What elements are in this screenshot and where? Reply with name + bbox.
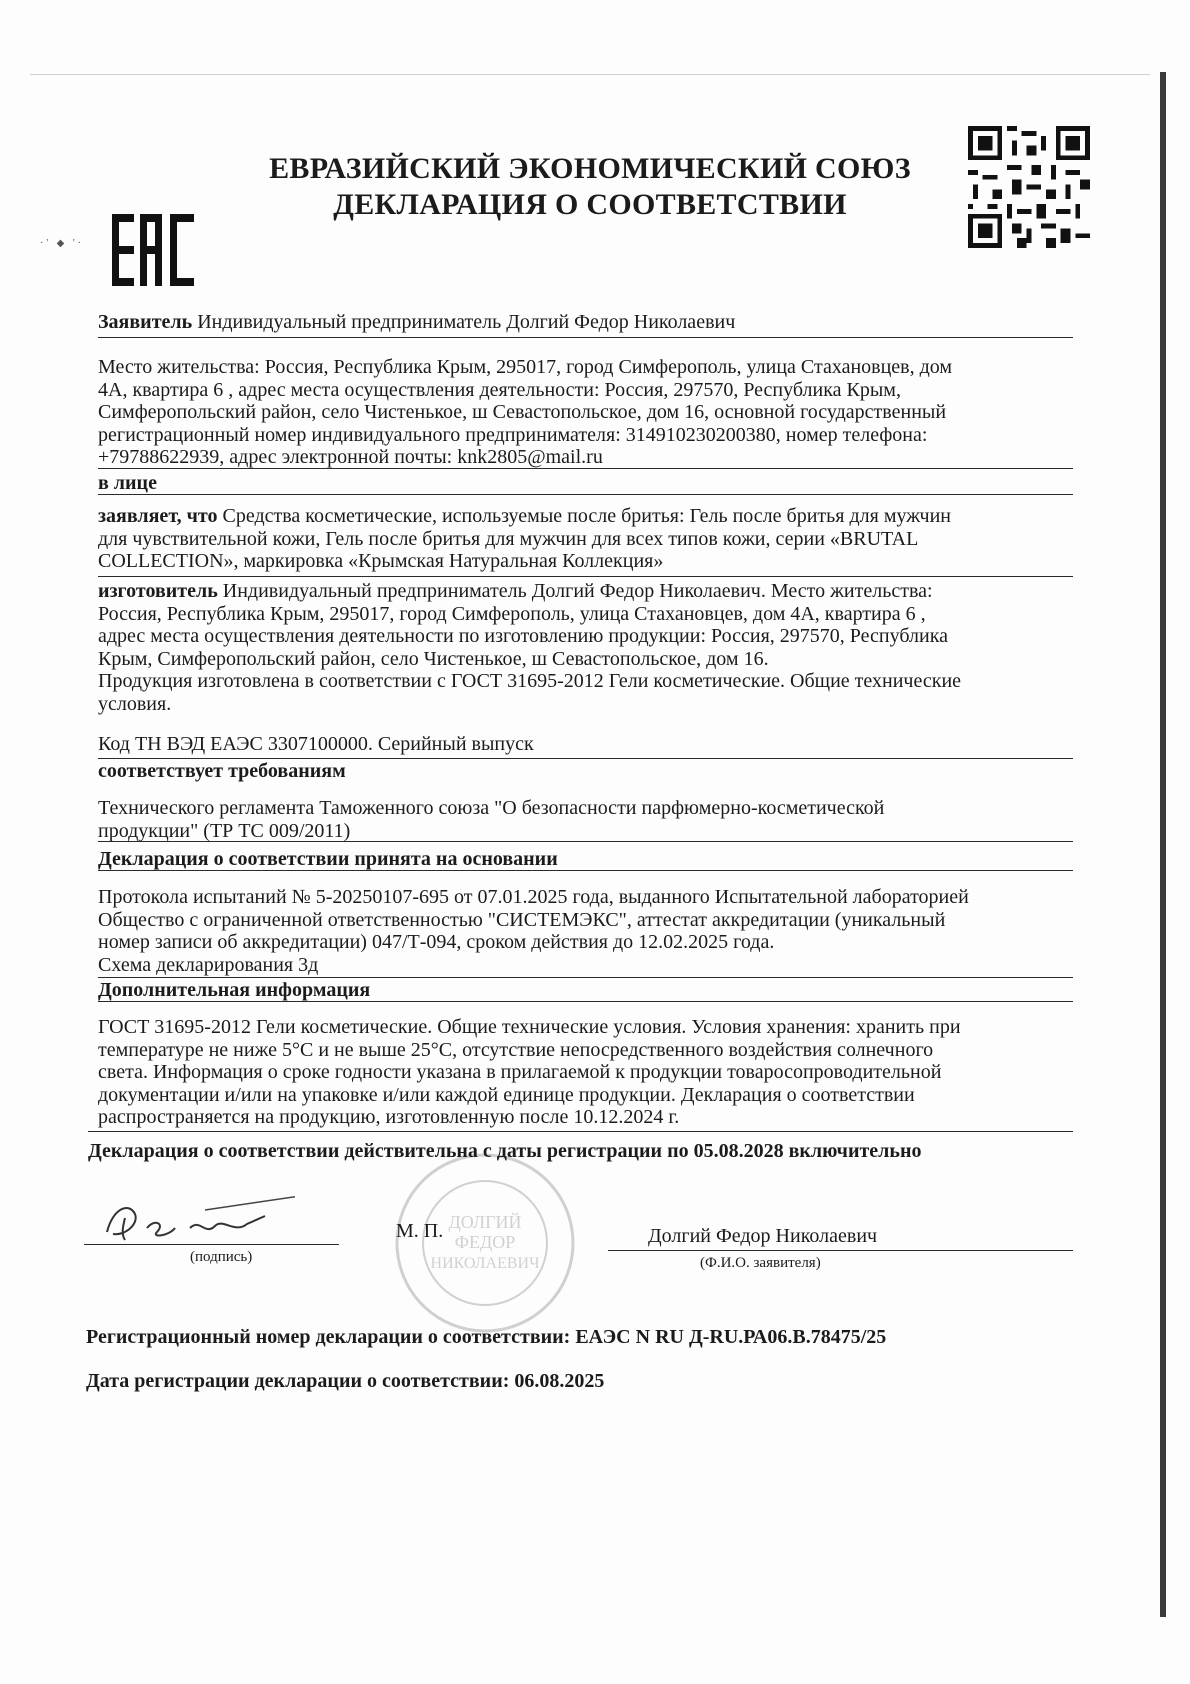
right-scan-edge	[1160, 72, 1166, 1617]
basis-line: Общество с ограниченной ответственностью "СИСТЕМЭКС", аттестат аккредитации (уникальный	[98, 908, 946, 931]
basis-label: Декларация о соответствии принята на основании	[98, 848, 558, 870]
stamp-line: НИКОЛАЕВИЧ	[430, 1255, 540, 1272]
address-line: +79788622939, адрес электронной почты: knk2805@mail.ru	[98, 446, 603, 468]
address-line: 4А, квартира 6 , адрес места осуществления деятельности: Россия, 297570, Республика Крым,	[98, 378, 901, 401]
requirements-label: соответствует требованиям	[98, 760, 346, 782]
rule-declares	[98, 576, 1073, 577]
address-line: Симферопольский район, село Чистенькое, ш Севастопольское, дом 16, основной государственный	[98, 401, 947, 423]
requirements-text	[98, 797, 1078, 842]
declaration-title: ДЕКЛАРАЦИЯ О СООТВЕТСТВИИ	[333, 188, 847, 221]
rule-basis	[98, 977, 1073, 978]
declares-line: COLLECTION», маркировка «Крымская Натуральная Коллекция»	[98, 550, 664, 572]
applicant-label: Заявитель	[98, 311, 193, 333]
manufacturer-label: изготовитель	[98, 580, 218, 602]
requirements-line: Технического регламента Таможенного союза "О безопасности парфюмерно-косметической	[98, 797, 885, 819]
signature-icon	[95, 1188, 295, 1258]
declares-line: для чувствительной кожи, Гель после бритья для мужчин для всех типов кожи, серии «BRUTAL	[98, 527, 919, 550]
in-person-label: в лице	[98, 472, 157, 494]
signature-caption: (подпись)	[190, 1249, 253, 1265]
union-title: ЕВРАЗИЙСКИЙ ЭКОНОМИЧЕСКИЙ СОЮЗ	[269, 152, 911, 185]
declares-label: заявляет, что	[98, 505, 218, 527]
additional-line: температуре не ниже 5°С и не выше 25°С, отсутствие непосредственного воздействия солнечного	[98, 1038, 934, 1061]
manufacturer-line: Индивидуальный предприниматель Долгий Федор Николаевич. Место жительства:	[222, 580, 933, 602]
rule-additional-label	[98, 1001, 1073, 1002]
signer-name: Долгий Федор Николаевич	[648, 1225, 878, 1247]
additional-text	[98, 1016, 1078, 1129]
additional-line: документации и/или на упаковке и/или каждой единице продукции. Декларация о соответствии	[98, 1083, 915, 1106]
manufacturer-line: Россия, Республика Крым, 295017, город Симферополь, улица Стахановцев, дом 4А, квартира 6 ,	[98, 602, 926, 625]
rule-in-person	[98, 494, 1073, 495]
stamp-line: ДОЛГИЙ	[448, 1212, 522, 1232]
top-scan-edge	[30, 74, 1150, 75]
manufacturer-line: Продукция изготовлена в соответствии с ГОСТ 31695-2012 Гели косметические. Общие технические	[98, 670, 962, 692]
tn-ved-code: Код ТН ВЭД ЕАЭС 3307100000. Серийный выпуск	[98, 733, 534, 755]
declares-line: Средства косметические, используемые после бритья: Гель после бритья для мужчин	[222, 505, 951, 527]
rule-requirements	[98, 841, 1073, 842]
manufacturer-line: условия.	[98, 692, 172, 715]
address-line: регистрационный номер индивидуального предпринимателя: 314910230200380, номер телефона:	[98, 423, 928, 446]
stamp-line: ФЕДОР	[454, 1232, 516, 1252]
rule-applicant	[98, 337, 1073, 338]
registration-date: Дата регистрации декларации о соответствии: 06.08.2025	[86, 1370, 605, 1392]
applicant-line	[98, 311, 1078, 334]
additional-line: распространяется на продукцию, изготовленную после 10.12.2024 г.	[98, 1106, 680, 1128]
seal-label: М. П.	[396, 1220, 444, 1242]
signer-caption: (Ф.И.О. заявителя)	[700, 1255, 821, 1271]
additional-line: света. Информация о сроке годности указана в прилагаемой к продукции товаросопроводительной	[98, 1061, 942, 1083]
rule-additional	[88, 1131, 1073, 1132]
address-line: Место жительства: Россия, Республика Крым, 295017, город Симферополь, улица Стахановцев, дом	[98, 356, 953, 378]
validity-text: Декларация о соответствии действительна с даты регистрации по 05.08.2028 включительно	[88, 1140, 922, 1162]
requirements-line: продукции" (ТР ТС 009/2011)	[98, 819, 351, 842]
manufacturer-line: адрес места осуществления деятельности по изготовлению продукции: Россия, 297570, Республика	[98, 625, 948, 647]
basis-line: номер записи об аккредитации) 047/Т-094, сроком действия до 12.02.2025 года.	[98, 931, 775, 953]
signature-line	[84, 1244, 339, 1245]
manufacturer-line: Крым, Симферопольский район, село Чистенькое, ш Севастопольское, дом 16.	[98, 647, 769, 670]
additional-line: ГОСТ 31695-2012 Гели косметические. Общие технические условия. Условия хранения: хранить при	[98, 1016, 961, 1038]
rule-code	[98, 758, 1073, 759]
manufacturer-block	[98, 580, 1078, 715]
applicant-name: Индивидуальный предприниматель Долгий Федор Николаевич	[197, 311, 736, 333]
signer-line	[608, 1250, 1073, 1251]
basis-text	[98, 886, 1078, 976]
rule-basis-label	[98, 870, 1073, 871]
seal-stamp-icon	[390, 1148, 580, 1338]
eac-logo-icon	[112, 214, 194, 286]
basis-line: Протокола испытаний № 5-20250107-695 от 07.01.2025 года, выданного Испытательной лабораторией	[98, 886, 969, 908]
additional-label: Дополнительная информация	[98, 979, 371, 1001]
scan-specks: ·' ◆ '·	[40, 238, 84, 249]
registration-number: Регистрационный номер декларации о соответствии: ЕАЭС N RU Д-RU.РА06.В.78475/25	[86, 1326, 887, 1348]
basis-line: Схема декларирования 3д	[98, 953, 319, 976]
rule-address	[98, 468, 1073, 469]
qr-code-icon	[968, 126, 1090, 248]
declares-block	[98, 505, 1078, 573]
applicant-address	[98, 356, 1078, 469]
